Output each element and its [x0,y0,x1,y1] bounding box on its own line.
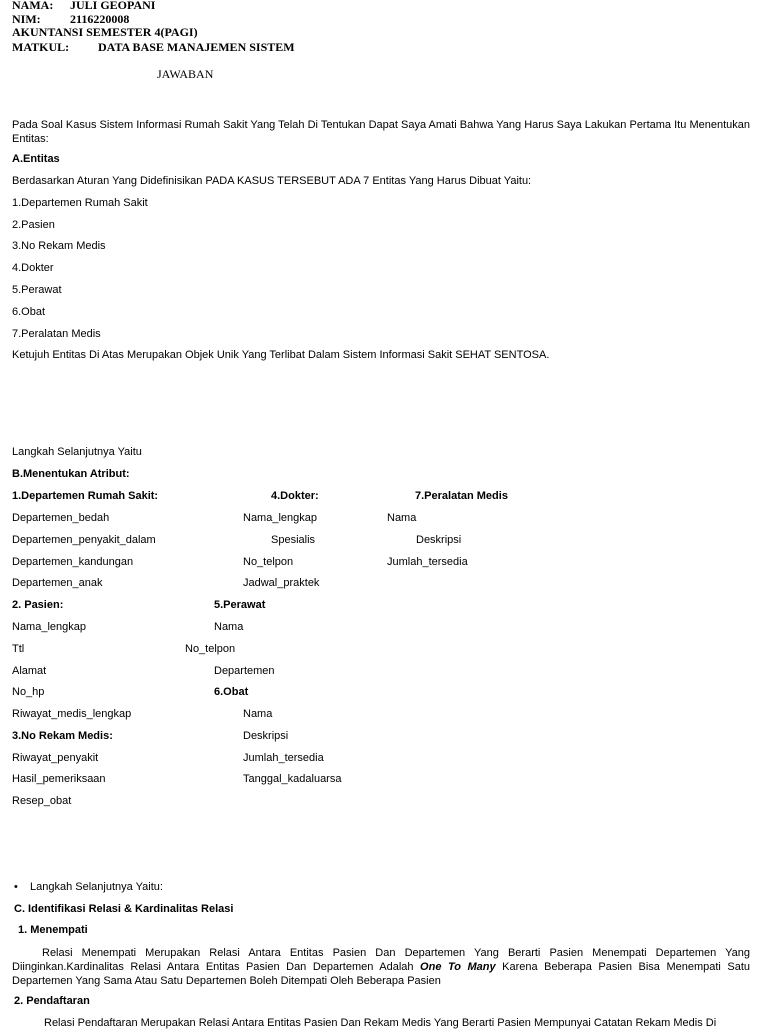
pendaftaran-heading: 2. Pendaftaran [14,995,90,1007]
attr-item: Departemen_anak [12,577,103,589]
attr-item: Tanggal_kadaluarsa [243,773,342,785]
entitas-lead: Berdasarkan Aturan Yang Didefinisikan PADA KASUS TERSEBUT ADA 7 Entitas Yang Harus Dibuat Yaitu: [12,175,532,187]
entitas-item: 4.Dokter [12,262,54,274]
entitas-item: 7.Peralatan Medis [12,328,101,340]
attr-item: Alamat [12,665,47,677]
dokter-heading: 4.Dokter: [271,490,319,502]
nim-label: NIM: [12,12,41,26]
obat-heading: 6.Obat [214,686,249,698]
rekam-medis-heading: 3.No Rekam Medis: [12,730,113,742]
attr-item: Riwayat_penyakit [12,752,99,764]
attr-item: Jumlah_tersedia [243,752,324,764]
nim-value: 2116220008 [70,12,130,26]
entitas-item: 5.Perawat [12,284,62,296]
menempati-text: Relasi Menempati Merupakan Relasi Antara Entitas Pasien Dan Departemen Yang Berarti Pasien Menempati Departemen Yang Diinginkan.Kardinalitas Relasi Antara Entitas Pasien Dan Departemen Adalah [12,947,750,973]
atribut-next-step: Langkah Selanjutnya Yaitu [12,446,142,458]
entitas-heading: A.Entitas [12,153,60,165]
attr-item: Riwayat_medis_lengkap [12,708,132,720]
attr-item: No_hp [12,686,45,698]
menempati-text-end: Karena Beberapa Pasien Bisa Menempati Satu Departemen Yang Sama Atau Satu Departemen Boleh Ditempati Oleh Beberapa Pasien [12,961,751,987]
attr-item: Nama [243,708,273,720]
nama-value: JULI GEOPANI [70,0,156,12]
attr-item: Spesialis [271,534,316,546]
attr-item: Departemen_penyakit_dalam [12,534,156,546]
attr-item: Hasil_pemeriksaan [12,773,106,785]
attr-item: Nama_lengkap [12,621,86,633]
matkul-label: MATKUL: [12,40,70,54]
departemen-heading: 1.Departemen Rumah Sakit: [12,490,159,502]
attr-item: Departemen [214,665,275,677]
attr-item: Jadwal_praktek [243,577,320,589]
attr-item: Jumlah_tersedia [387,556,468,568]
entitas-item: 2.Pasien [12,219,55,231]
nama-label: NAMA: [12,0,54,12]
entitas-item: 1.Departemen Rumah Sakit [12,197,148,209]
menempati-paragraph [12,946,750,988]
intro-paragraph: Pada Soal Kasus Sistem Informasi Rumah Sakit Yang Telah Di Tentukan Dapat Saya Amati Bahwa Yang Harus Saya Lakukan Pertama Itu Menentukan Entitas: [12,119,750,145]
pendaftaran-paragraph: Relasi Pendaftaran Merupakan Relasi Antara Entitas Pasien Dan Rekam Medis Yang Berarti Pasien Mempunyai Catatan Rekam Medis Di [44,1017,717,1029]
cardinality-emphasis: One To Many [420,961,496,973]
bullet-icon: • [14,881,18,893]
entitas-closing: Ketujuh Entitas Di Atas Merupakan Objek Unik Yang Terlibat Dalam Sistem Informasi Sakit SEHAT SENTOSA. [12,349,550,361]
menempati-heading: 1. Menempati [18,924,88,936]
attr-item: Departemen_kandungan [12,556,134,568]
attr-item: Nama [214,621,244,633]
attr-item: Ttl [12,643,25,655]
entitas-item: 6.Obat [12,306,46,318]
relasi-heading: C. Identifikasi Relasi & Kardinalitas Relasi [14,903,234,915]
program-line: AKUNTANSI SEMESTER 4(PAGI) [12,25,198,39]
attr-item: Deskripsi [416,534,462,546]
attr-item: Deskripsi [243,730,289,742]
matkul-value: DATA BASE MANAJEMEN SISTEM [98,40,295,54]
atribut-heading: B.Menentukan Atribut: [12,468,130,480]
relasi-next-step: Langkah Selanjutnya Yaitu: [30,881,163,893]
attr-item: Departemen_bedah [12,512,110,524]
pasien-heading: 2. Pasien: [12,599,64,611]
attr-item: No_telpon [243,556,294,568]
peralatan-heading: 7.Peralatan Medis [415,490,508,502]
attr-item: No_telpon [185,643,236,655]
entitas-item: 3.No Rekam Medis [12,240,106,252]
attr-item: Resep_obat [12,795,72,807]
attr-item: Nama_lengkap [243,512,317,524]
attr-item: Nama [387,512,417,524]
jawaban-title: JAWABAN [157,67,214,81]
perawat-heading: 5.Perawat [214,599,266,611]
